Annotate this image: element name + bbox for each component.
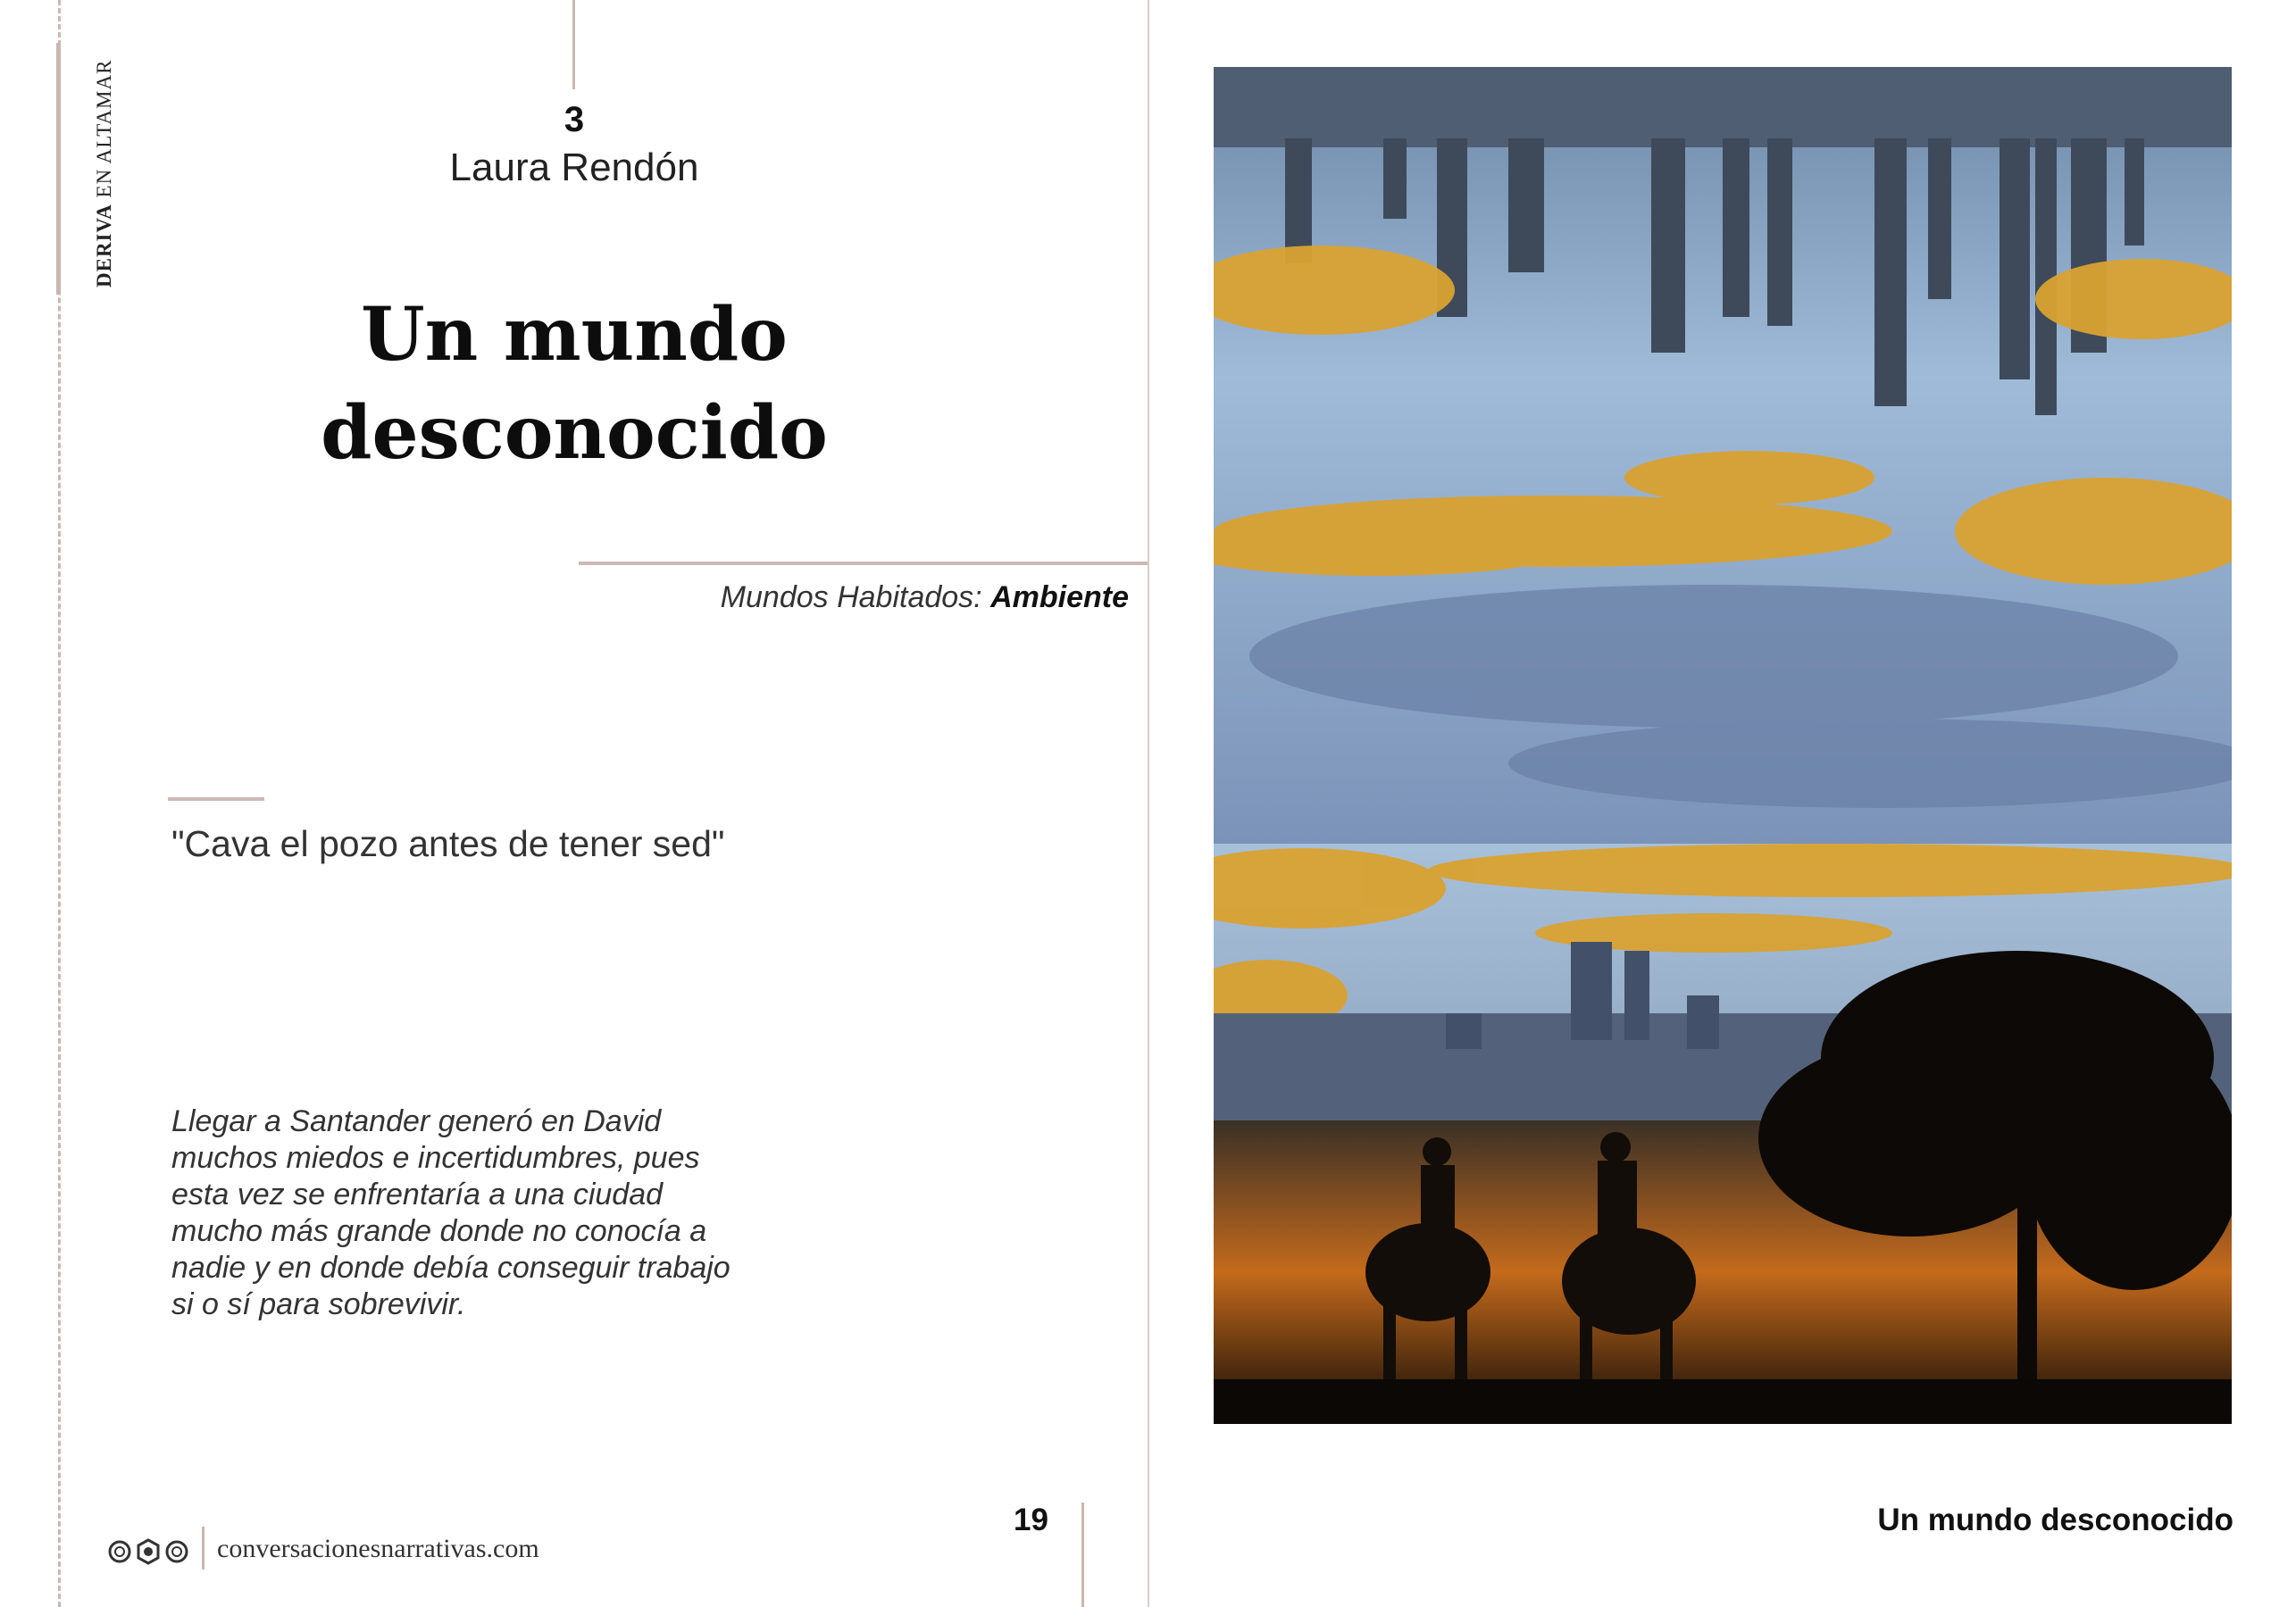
section-prefix: Mundos Habitados: [720, 580, 991, 614]
article-excerpt: Llegar a Santander generó en David muchos miedos e incertidumbres, pues esta vez se enfrentaría a una ciudad mucho más grande donde no conocía a nadie y en donde debía conseguir trabajo si o sí para sobrevivir. [171, 1104, 731, 1321]
sidebar-label-bold: DERIVA [93, 204, 115, 287]
three-circle-logo-icon [107, 1536, 189, 1568]
article-title-line-2: desconocido [321, 390, 828, 476]
section-label [721, 580, 1129, 615]
section-rule [579, 562, 1148, 565]
section-name: Ambiente [990, 580, 1129, 614]
top-divider [572, 0, 575, 89]
footer-separator [202, 1527, 205, 1570]
sidebar-label-rest: EN ALTAMAR [93, 59, 115, 204]
author-name: Laura Rendón [449, 146, 699, 189]
collage-photo [1214, 67, 2232, 1424]
page-gutter-divider [1148, 0, 1149, 1607]
article-title [295, 286, 854, 482]
collage-illustration [1214, 67, 2232, 1424]
quote-rule [168, 797, 264, 801]
website-link[interactable]: conversacionesnarrativas.com [217, 1534, 539, 1563]
footer-divider [1081, 1503, 1084, 1607]
pull-quote: "Cava el pozo antes de tener sed" [171, 823, 725, 864]
page-number: 19 [1014, 1503, 1048, 1537]
running-title: Un mundo desconocido [1877, 1503, 2233, 1537]
chapter-number: 3 [564, 100, 585, 139]
article-title-line-1: Un mundo [361, 292, 788, 378]
